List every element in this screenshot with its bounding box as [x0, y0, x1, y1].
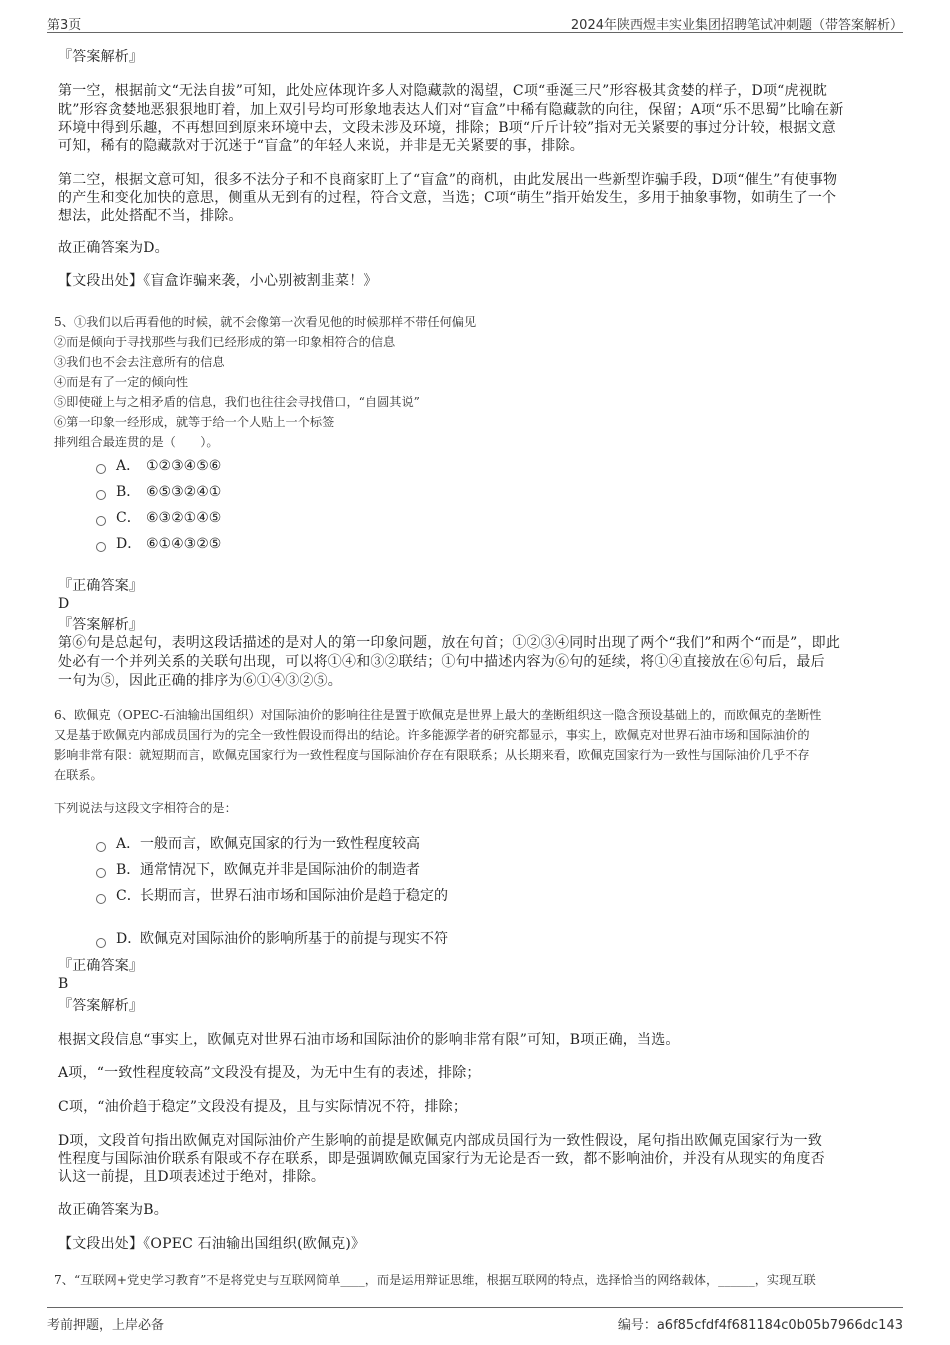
page-header — [47, 12, 903, 33]
q6-stem-line3: 影响非常有限：就短期而言，欧佩克国家行为一致性程度与国际油价存在有限联系；从长期来看，欧佩克国家行为一致性与国际油价几乎不存 — [54, 748, 810, 762]
q5-stem-line5: ⑤即使碰上与之相矛盾的信息，我们也往往会寻找借口，“自圆其说” — [54, 395, 420, 409]
radio-circle-icon[interactable] — [96, 542, 106, 552]
q5-stem-line4: ④而是有了一定的倾向性 — [54, 375, 189, 389]
radio-circle-icon[interactable] — [96, 894, 106, 904]
q7-stem-line1: 7、“互联网+党史学习教育”不是将党史与互联网简单____，而是运用辩证思维，根据互联网的特点，选择恰当的网络载体，______，实现互联 — [54, 1273, 816, 1287]
radio-circle-icon[interactable] — [96, 938, 106, 948]
q5-stem-line3: ③我们也不会去注意所有的信息 — [54, 355, 225, 369]
q6-option-d-text: 欧佩克对国际油价的影响所基于的前提与现实不符 — [140, 931, 448, 947]
q5-analysis-label: 『答案解析』 — [58, 617, 144, 633]
q4-analysis-p1-line1: 第一空，根据前文“无法自拔”可知，此处应体现许多人对隐藏款的渴望，C项“垂涎三尺”形容极其贪婪的样子，D项“虎视眈 — [58, 83, 828, 99]
q6-stem-line1: 6、欧佩克（OPEC-石油输出国组织）对国际油价的影响往往是置于欧佩克是世界上最大的垄断组织这一隐含预设基础上的，而欧佩克的垄断性 — [54, 708, 822, 722]
q6-option-b-text: 通常情况下，欧佩克并非是国际油价的制造者 — [140, 862, 420, 878]
q5-option-c-key: C． — [116, 510, 141, 526]
q6-option-d-key: D． — [116, 931, 142, 947]
q6-option-c-key: C． — [116, 888, 141, 904]
q5-option-a-key: A． — [116, 458, 141, 474]
q4-analysis-p2-line3: 想法，此处搭配不当，排除。 — [58, 208, 243, 224]
q5-analysis-line2: 处必有一个并列关系的关联句出现，可以将①④和③②联结；①句中描述内容为⑥句的延续，将①④直接放在⑥句后，最后 — [58, 654, 825, 670]
q5-stem-line2: ②而是倾向于寻找那些与我们已经形成的第一印象相符合的信息 — [54, 335, 396, 349]
radio-circle-icon[interactable] — [96, 490, 106, 500]
q6-analysis-option-d-line3: 认这一前提，且D项表述过于绝对，排除。 — [58, 1169, 326, 1185]
q5-option-c-text: ⑥③②①④⑤ — [146, 510, 222, 526]
q6-conclusion: 故正确答案为B。 — [58, 1202, 168, 1218]
q6-analysis-option-a: A项，“一致性程度较高”文段没有提及，为无中生有的表述，排除； — [58, 1065, 481, 1081]
q5-answer-label: 『正确答案』 — [58, 578, 144, 594]
q6-analysis-label: 『答案解析』 — [58, 998, 144, 1014]
document-title: 2024年陕西煜丰实业集团招聘笔试冲刺题（带答案解析） — [570, 18, 903, 33]
footer-motto: 考前押题，上岸必备 — [47, 1318, 165, 1333]
q4-analysis-p2-line2: 的产生和变化加快的意思，侧重从无到有的过程，符合文意，当选；C项“萌生”指开始发生，多用于抽象事物，如萌生了一个 — [58, 190, 837, 206]
q5-option-b-text: ⑥⑤③②④① — [146, 484, 222, 500]
q6-answer-label: 『正确答案』 — [58, 958, 144, 974]
page-number: 第3页 — [47, 18, 82, 33]
q5-answer: D — [58, 596, 70, 612]
q5-option-a-text: ①②③④⑤⑥ — [146, 458, 222, 474]
q4-analysis-p1-line3: 环境中得到乐趣，不再想回到原来环境中去，文段未涉及环境，排除；B项“斤斤计较”指对无关紧要的事过分计较，根据文意 — [58, 120, 836, 136]
radio-circle-icon[interactable] — [96, 868, 106, 878]
q6-analysis-option-d-line2: 性程度与国际油价联系有限或不存在联系，即是强调欧佩克国家行为无论是否一致，都不影响油价，并没有从现实的角度否 — [58, 1151, 825, 1167]
q6-option-b-key: B． — [116, 862, 141, 878]
q5-option-d-key: D． — [116, 536, 142, 552]
q6-stem-line2: 又是基于欧佩克内部成员国行为的完全一致性假设而得出的结论。许多能源学者的研究都显示，事实上，欧佩克对世界石油市场和国际油价的 — [54, 728, 810, 742]
q6-answer: B — [58, 976, 69, 992]
q6-option-c-text: 长期而言，世界石油市场和国际油价是趋于稳定的 — [140, 888, 448, 904]
radio-circle-icon[interactable] — [96, 516, 106, 526]
q6-question: 下列说法与这段文字相符合的是： — [54, 801, 237, 815]
radio-circle-icon[interactable] — [96, 464, 106, 474]
q6-analysis-option-c: C项，“油价趋于稳定”文段没有提及，且与实际情况不符，排除； — [58, 1099, 468, 1115]
q6-analysis-option-d-line1: D项，文段首句指出欧佩克对国际油价产生影响的前提是欧佩克内部成员国行为一致性假设，尾句指出欧佩克国家行为一致 — [58, 1133, 823, 1149]
q5-option-b-key: B． — [116, 484, 141, 500]
q6-option-a-text: 一般而言，欧佩克国家的行为一致性程度较高 — [140, 836, 420, 852]
q5-option-d-text: ⑥①④③②⑤ — [146, 536, 222, 552]
page-footer — [47, 1307, 903, 1334]
q6-analysis-line1: 根据文段信息“事实上，欧佩克对世界石油市场和国际油价的影响非常有限”可知，B项正确，当选。 — [58, 1032, 680, 1048]
q5-stem-line1: 5、①我们以后再看他的时候，就不会像第一次看见他的时候那样不带任何偏见 — [54, 315, 477, 329]
q5-stem-line6: ⑥第一印象一经形成，就等于给一个人贴上一个标签 — [54, 415, 335, 429]
q5-analysis-line1: 第⑥句是总起句，表明这段话描述的是对人的第一印象问题，放在句首；①②③④同时出现了两个“我们”和两个“而是”，即此 — [58, 635, 841, 651]
q4-analysis-p2-line1: 第二空，根据文意可知，很多不法分子和不良商家盯上了“盲盒”的商机，由此发展出一些新型诈骗手段，D项“催生”有使事物 — [58, 172, 838, 188]
q6-option-a-key: A． — [116, 836, 141, 852]
radio-circle-icon[interactable] — [96, 842, 106, 852]
q4-source: 【文段出处】《盲盒诈骗来袭，小心别被割韭菜！》 — [58, 273, 378, 289]
q5-stem-question: 排列组合最连贯的是（ ）。 — [54, 435, 219, 449]
q6-source: 【文段出处】《OPEC 石油输出国组织(欧佩克)》 — [58, 1236, 366, 1252]
q4-analysis-label: 『答案解析』 — [58, 49, 144, 65]
q6-stem-line4: 在联系。 — [54, 768, 103, 782]
q4-conclusion: 故正确答案为D。 — [58, 240, 169, 256]
q4-analysis-p1-line4: 可知，稀有的隐藏款对于沉迷于“盲盒”的年轻人来说，并非是无关紧要的事，排除。 — [58, 138, 584, 154]
footer-code: 编号：a6f85cfdf4f681184c0b05b7966dc143 — [617, 1318, 903, 1333]
q5-analysis-line3: 一句为⑤，因此正确的排序为⑥①④③②⑤。 — [58, 673, 342, 689]
q4-analysis-p1-line2: 眈”形容贪婪地恶狠狠地盯着，加上双引号均可形象地表达人们对“盲盒”中稀有隐藏款的向往，保留；A项“乐不思蜀”比喻在新 — [58, 102, 844, 118]
